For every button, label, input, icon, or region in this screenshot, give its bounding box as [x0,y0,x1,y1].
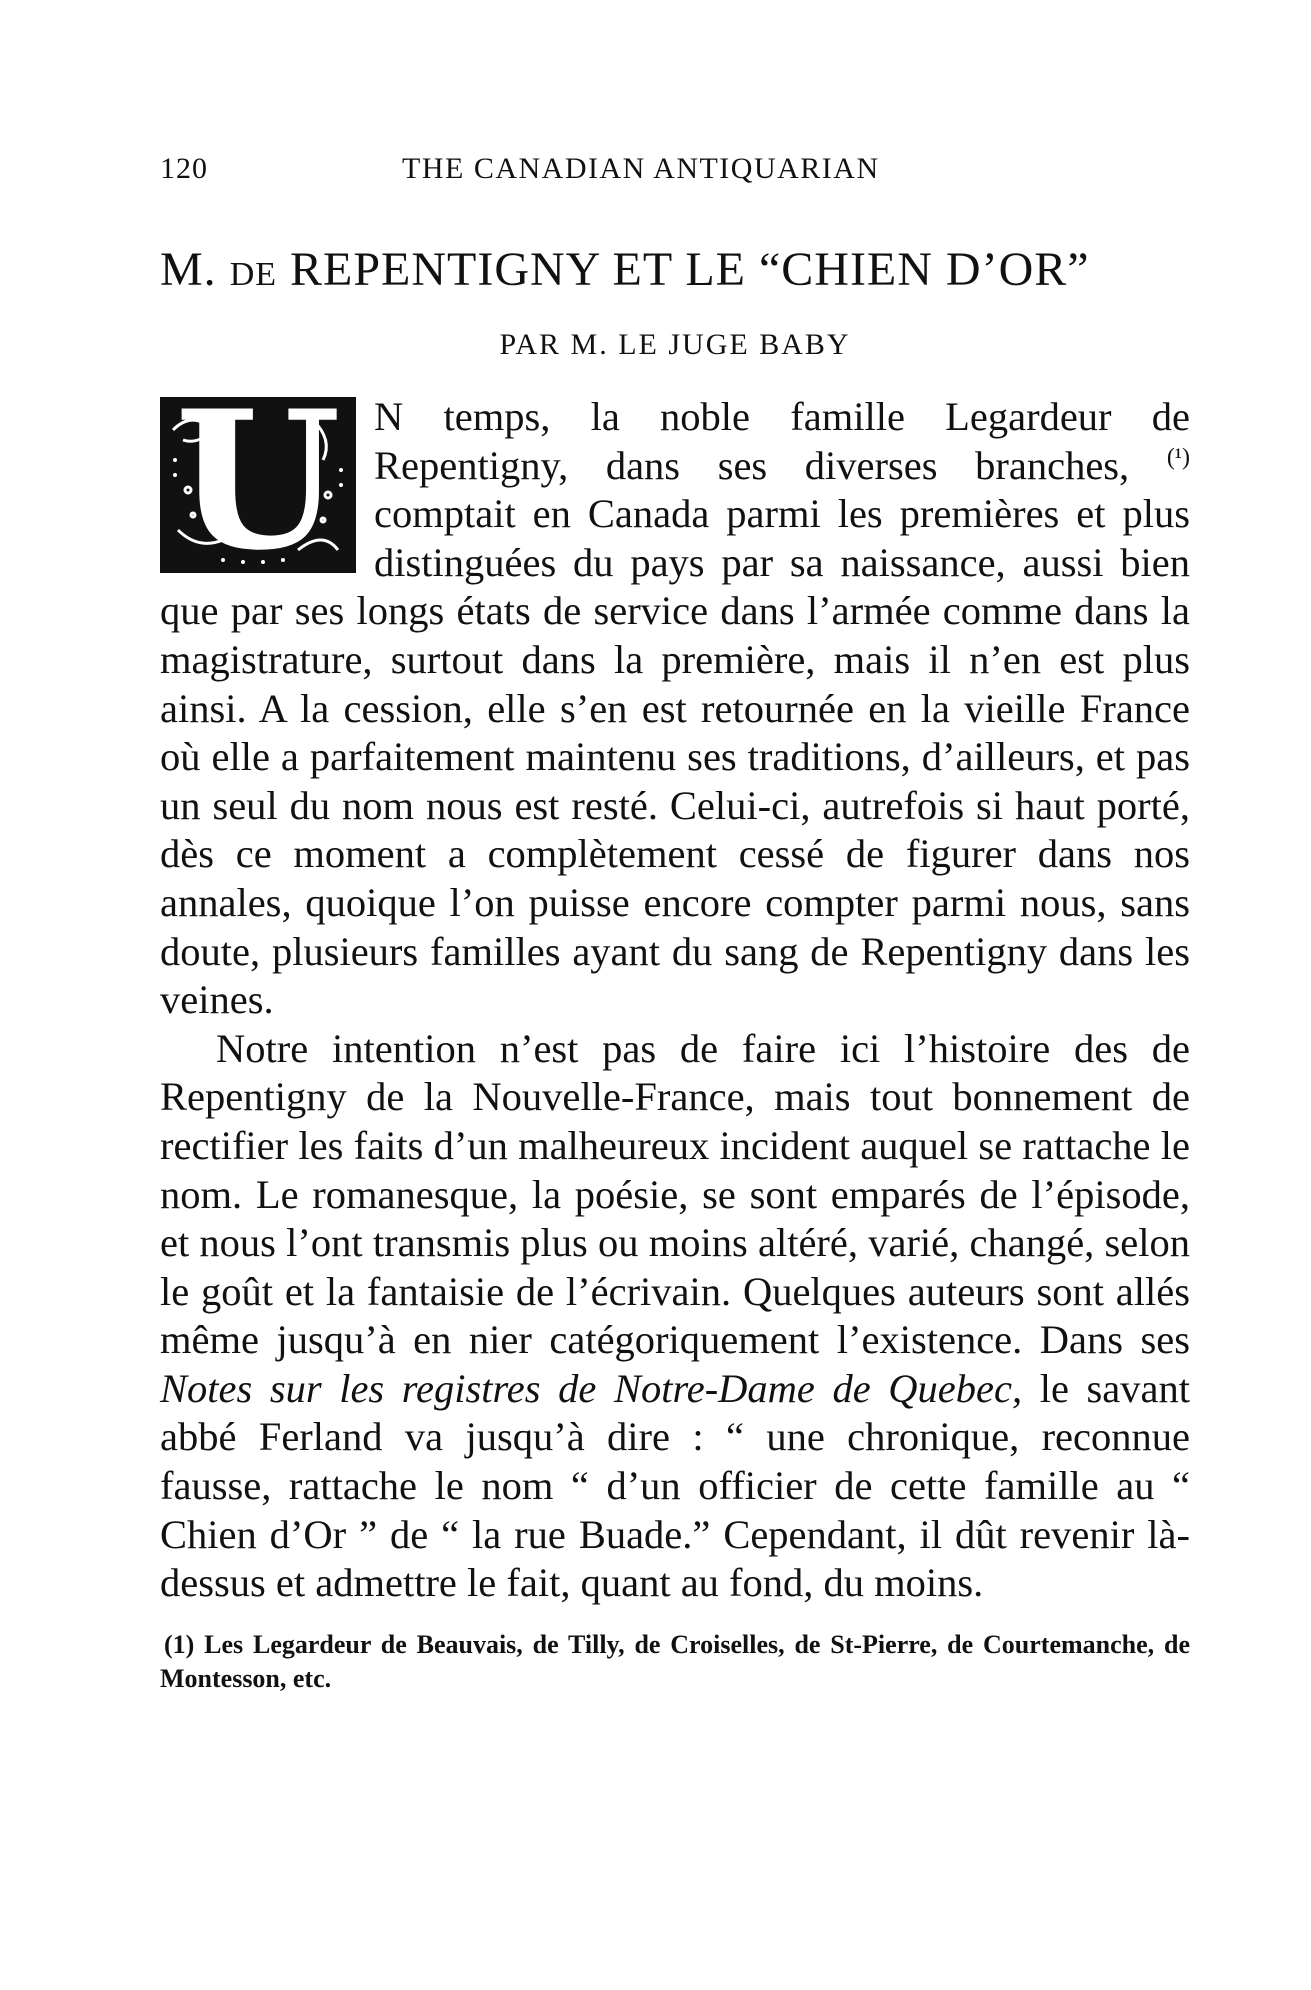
title-main: REPENTIGNY ET LE “CHIEN D’OR” [290,243,1090,296]
drop-cap [160,397,356,573]
page-number: 120 [160,152,208,185]
paragraph-1-text-a: N temps, la noble famille Legardeur de Repentigny, dans ses diverses branches, [374,394,1190,488]
paragraph-1 [160,393,1190,1025]
document-page [160,140,1190,1696]
article-body [160,393,1190,1608]
running-header [160,140,1190,190]
article-title [160,240,1190,305]
title-prefix: M. [160,243,217,296]
cited-work-title: Notes sur les registres de Notre-Dame de Quebec, [160,1365,1023,1411]
paragraph-2-text-b: le savant abbé Ferland va jusqu’à dire : “ une chronique, reconnue fausse, rattache le nom “ d’un officier de cette famille au “ Chien d’Or ” de “ la rue Buade.” Cependant, il dût revenir là-dessus et admettre le fait, quant au fond, du moins. [160,1365,1191,1606]
paragraph-2 [160,1025,1190,1608]
footnote-reference[interactable]: (¹) [1166,444,1190,471]
drop-cap-letter: U [175,397,341,573]
journal-title: THE CANADIAN ANTIQUARIAN [402,152,880,185]
paragraph-2-text-a: Notre intention n’est pas de faire ici l’histoire des de Repentigny de la Nouvelle-France, mais tout bonnement de rectifier les faits d’un malheureux incident auquel se rattache le nom. Le romanesque, la poésie, se sont emparés de l’épisode, et nous l’ont transmis plus ou moins altéré, varié, changé, selon le goût et la fantaisie de l’écrivain. Quelques auteurs sont allés même jusqu’à en nier catégoriquement l’existence. Dans ses [160,1025,1190,1363]
title-particle: DE [229,256,278,293]
footnote: (1) Les Legardeur de Beauvais, de Tilly, de Croiselles, de St-Pierre, de Courtemanche, de Montesson, etc. [160,1629,1190,1693]
paragraph-1-text-b: comptait en Canada parmi les premières et plus distinguées du pays par sa naissance, aussi bien que par ses longs états de service dans l’armée comme dans la magistrature, surtout dans la première, mais il n’en est plus ainsi. A la cession, elle s’en est retournée en la vieille France où elle a parfaitement maintenu ses traditions, d’ailleurs, et pas un seul du nom nous est resté. Celui-ci, autrefois si haut porté, dès ce moment a complètement cessé de figurer dans nos annales, quoique l’on puisse encore compter parmi nous, sans doute, plusieurs familles ayant du sang de Repentigny dans les veines. [160,491,1190,1023]
byline: PAR M. LE JUGE BABY [499,328,851,361]
